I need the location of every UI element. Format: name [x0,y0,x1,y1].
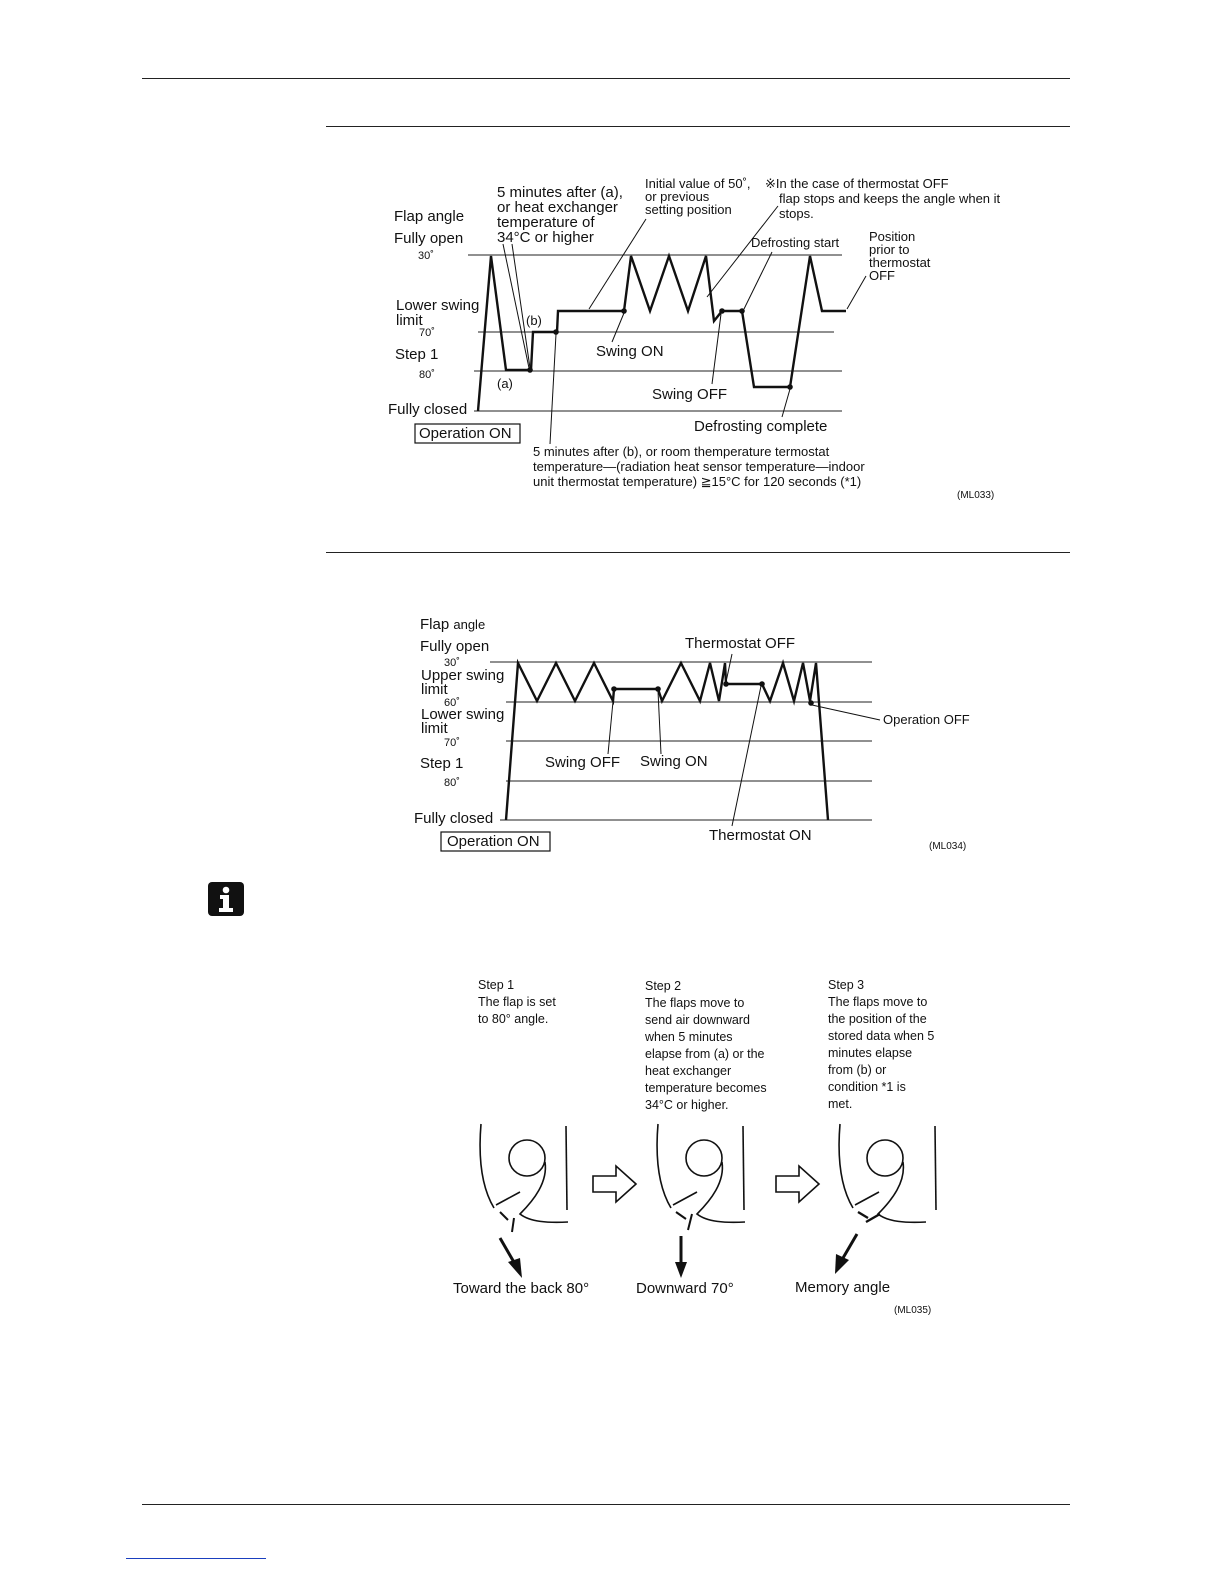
d2-point-thermostat-on [759,681,765,687]
d1-note-a-4: 34°C or higher [497,229,594,246]
d2-fully-open-label: Fully open [420,638,490,655]
d2-leader-swing-off [608,691,614,754]
d1-figure-code: (ML033) [957,490,995,501]
d1-fully-open-label: Fully open [394,230,464,247]
caption-toward-back: Toward the back 80° [453,1280,590,1297]
d2-operation-on-label: Operation ON [447,833,540,850]
d2-leader-thermostat-off [726,654,732,682]
d2-deg80-label: 80˚ [444,777,460,789]
caption-memory-angle: Memory angle [795,1279,891,1296]
d1-defrost-start-label: Defrosting start [751,235,840,250]
d1-thermo-note-1: ※In the case of thermostat OFF [765,176,949,191]
d1-note-a-3: temperature of [497,214,595,231]
d1-leader-thermo [707,206,778,297]
d2-leader-operation-off [812,705,880,720]
d1-note-a-2: or heat exchanger [497,199,618,216]
d1-point-swing-off [719,308,725,314]
caption-downward: Downward 70° [636,1280,734,1297]
d2-point-swing-off [611,686,617,692]
d1-point-b [553,329,559,335]
d1-leader-position [847,276,866,309]
d1-leader-defrost-start [744,252,772,309]
d1-position-3: thermostat [869,255,931,270]
d1-position-1: Position [869,229,916,244]
d1-point-defrost-start [739,308,745,314]
d2-figure-code: (ML034) [929,841,967,852]
d3-figure-code: (ML035) [894,1305,932,1316]
d1-leader-initial [589,219,646,309]
d2-swing-on-label: Swing ON [640,753,708,770]
d2-lower-swing-label: Lower swing [421,706,505,723]
d1-label-a: (a) [497,376,513,391]
d2-operation-off-label: Operation OFF [883,712,970,727]
d2-point-thermostat-off [723,681,729,687]
indoor-unit-illustration-3 [835,1124,936,1274]
d1-position-4: OFF [869,268,895,283]
d1-deg30-label: 30˚ [418,250,434,262]
d1-lower-swing-label-2: limit [396,312,423,329]
d1-note-a-1: 5 minutes after (a), [497,184,623,201]
d2-deg30-label: 30˚ [444,657,460,669]
diagram-flap-steps [453,1124,936,1316]
d2-deg60-label: 60˚ [444,697,460,709]
d2-thermostat-on-label: Thermostat ON [709,827,812,844]
d1-thermo-note-3: stops. [779,206,814,221]
d1-deg80-label: 80˚ [419,369,435,381]
d2-lower-swing-label-2: limit [421,720,448,737]
d1-thermo-note-2: flap stops and keeps the angle when it [779,191,1001,206]
d1-deg70-label: 70˚ [419,327,435,339]
d1-note-b-1: 5 minutes after (b), or room themperature termostat [533,444,830,459]
d1-flap-angle-label: Flap angle [394,208,465,225]
d1-point-swing-on [621,308,627,314]
info-icon [208,882,244,916]
d1-operation-on-label: Operation ON [419,425,512,442]
step3-description: Step 3 The flaps move to the position of the stored data when 5 minutes elapse from (b) or condition *1 is met. [828,978,935,1111]
d1-swing-on-label: Swing ON [596,343,664,360]
hollow-arrow-icon-1 [593,1166,636,1202]
d1-leader-swing-off [712,314,721,384]
d1-leader-swing-on [612,313,624,342]
d2-leader-swing-on [658,691,661,754]
d1-swing-off-label: Swing OFF [652,386,728,403]
d1-leader-note-b [550,334,556,444]
diagram-cooling-flap [414,616,970,852]
d1-leader-note-a-2 [512,244,530,368]
d1-defrost-complete-label: Defrosting complete [694,418,828,435]
step2-description: Step 2 The flaps move to send air downward when 5 minutes elapse from (a) or the heat exchanger temperature becomes 34°C or higher. [645,979,767,1112]
d2-upper-swing-label: Upper swing [421,667,505,684]
d1-lower-swing-label: Lower swing [396,297,480,314]
d1-leader-defrost-complete [782,389,790,417]
indoor-unit-illustration-2 [657,1124,745,1278]
d1-leader-note-a-1 [503,244,529,368]
d1-point-defrost-complete [787,384,793,390]
d1-initial-3: setting position [645,202,732,217]
d2-upper-swing-label-2: limit [421,681,448,698]
d1-fully-closed-label: Fully closed [388,401,468,418]
d1-initial-1: Initial value of 50˚, [645,176,751,191]
footer-link-underline[interactable] [126,1558,266,1559]
diagram-heating-flap [388,176,1001,501]
d2-fully-closed-label: Fully closed [414,810,494,827]
d1-note-b-3: unit thermostat temperature) ≧15°C for 120 seconds (*1) [533,474,862,489]
d2-leader-thermostat-on [732,686,761,826]
d2-swing-off-label: Swing OFF [545,754,621,771]
d2-thermostat-off-label: Thermostat OFF [685,635,796,652]
indoor-unit-illustration-1 [480,1124,568,1278]
d1-initial-2: or previous [645,189,710,204]
d1-label-b: (b) [526,313,542,328]
d2-point-swing-on [655,686,661,692]
step1-description: Step 1 The flap is set to 80° angle. [478,978,556,1026]
d1-note-b-2: temperature—(radiation heat sensor temperature—indoor [533,459,865,474]
d1-position-2: prior to [869,242,910,257]
hollow-arrow-icon-2 [776,1166,819,1202]
d2-flap-label: Flap angle [420,616,486,633]
d2-deg70-label: 70˚ [444,737,460,749]
d1-point-a [527,367,533,373]
d2-step1-label: Step 1 [420,755,464,772]
d1-step1-label: Step 1 [395,346,439,363]
